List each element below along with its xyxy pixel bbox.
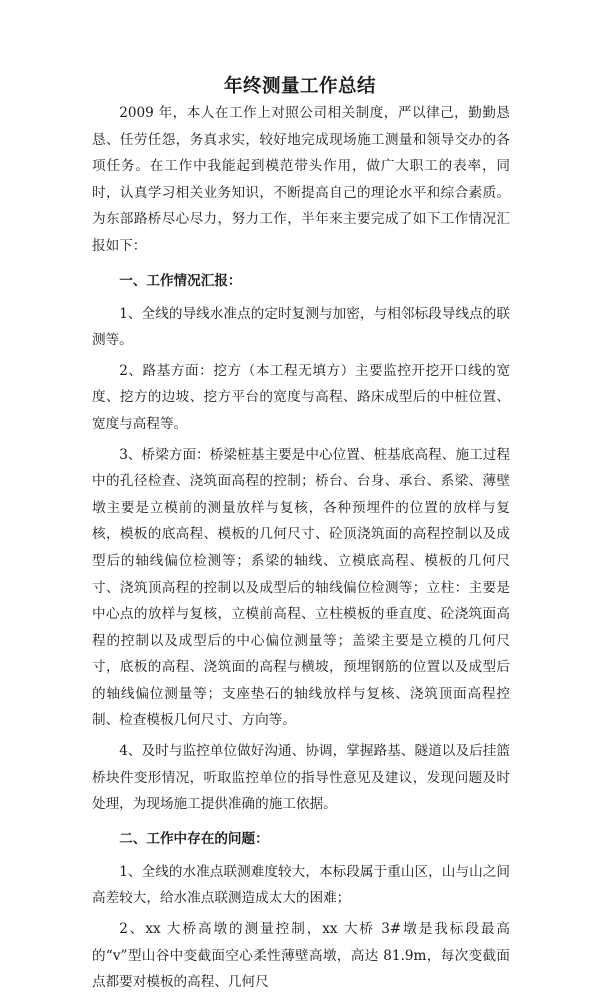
document-title: 年终测量工作总结 [223,76,376,97]
section-1-item-2: 2、路基方面：挖方（本工程无填方）主要监控开挖开口线的宽度、挖方的边坡、挖方平台的宽度与高程、路床成型后的中桩位置、宽度与高程等。 [92,362,510,432]
document-body [92,100,510,996]
section-2-item-2: 2、xx 大桥高墩的测量控制，xx 大桥 3#墩是我标段最高的“v”型山谷中变截面空心柔性薄壁高墩，高达 81.9m，每次变截面点都要对模板的高程、几何尺 [92,921,510,991]
section-1-item-4: 4、及时与监控单位做好沟通、协调，掌握路基、隧道以及后挂篮桥块件变形情况，听取监控单位的指导性意见及建议，发现问题及时处理，为现场施工提供准确的施工依据。 [92,743,510,813]
section-2-heading: 二、工作中存在的问题： [119,830,269,847]
section-1-heading: 一、工作情况汇报： [119,272,242,289]
section-2-item-1: 1、全线的水准点联测难度较大，本标段属于重山区，山与山之间高差较大，给水准点联测造成太大的困难； [92,863,510,907]
section-1-item-3: 3、桥梁方面：桥梁桩基主要是中心位置、桩基底高程、施工过程中的孔径检查、浇筑面高程的控制；桥台、台身、承台、系梁、薄壁墩主要是立模前的测量放样与复核，各种预埋件的位置的放样与复核，模板的底高程、模板的几何尺寸、砼顶浇筑面的高程控制以及成型后的轴线偏位检测等；系梁的轴线、立模底高程、模板的几何尺寸、浇筑顶高程的控制以及成型后的轴线偏位检测等；立柱：主要是中心点的放样与复核，立模前高程、立柱模板的垂直度、砼浇筑面高程的控制以及成型后的中心偏位测量等；盖梁主要是立模的几何尺寸，底板的高程、浇筑面的高程与横坡，预埋钢筋的位置以及成型后的轴线偏位测量等；支座垫石的轴线放样与复核、浇筑顶面高程控制、检查模板几何尺寸、方向等。 [92,446,510,729]
intro-paragraph: 2009 年，本人在工作上对照公司相关制度，严以律己，勤勤恳恳、任劳任怨，务真求实，较好地完成现场施工测量和领导交办的各项任务。在工作中我能起到模范带头作用，做广大职工的表率，同时，认真学习相关业务知识，不断提高自己的理论水平和综合素质。为东部路桥尽心尽力，努力工作，半年来主要完成了如下工作情况汇报如下： [92,105,510,254]
section-1-item-1: 1、全线的导线水准点的定时复测与加密，与相邻标段导线点的联测等。 [92,305,510,349]
